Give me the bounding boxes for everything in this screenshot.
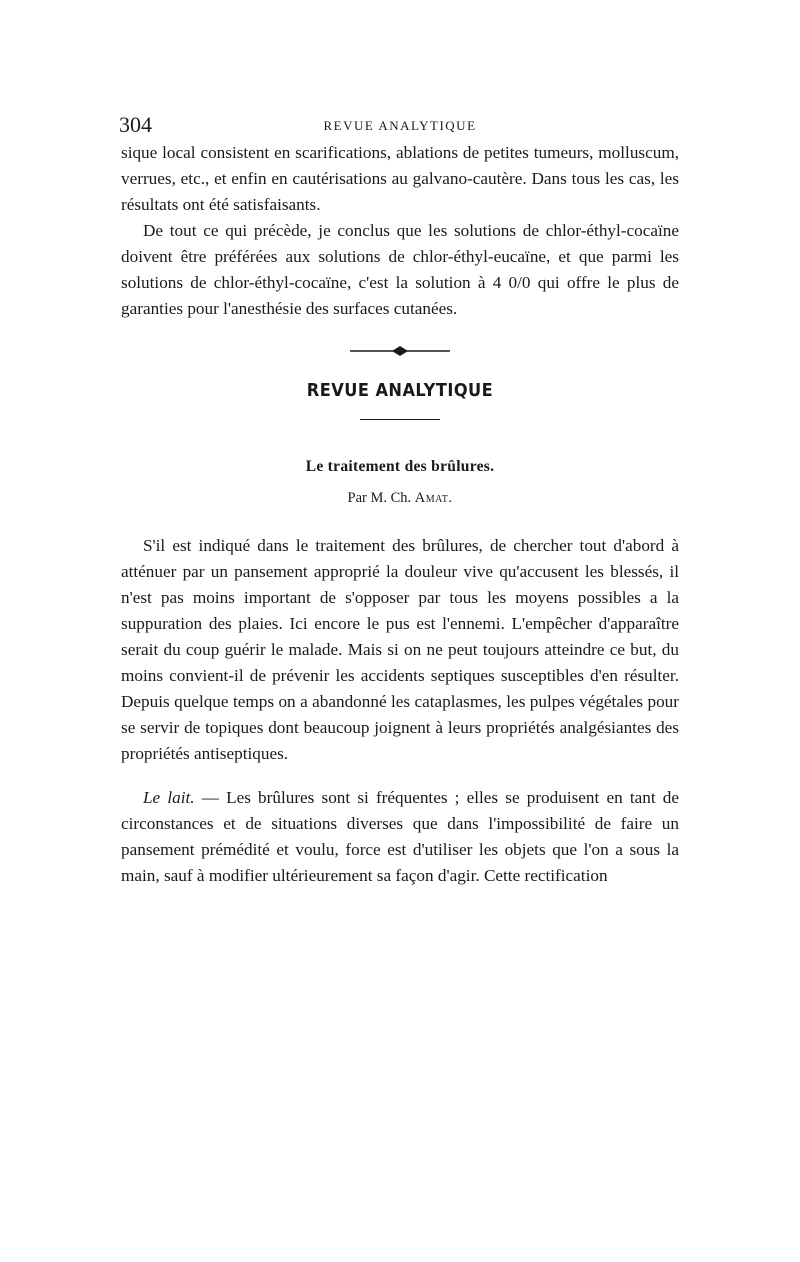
section-title: REVUE ANALYTIQUE <box>306 380 494 401</box>
paragraph-body: — Les brûlures sont si fréquentes ; elles se produisent en tant de circonstances et de situations diverses que dans l'impossibilité de faire un pansement prémédité et voulu, force est d'utiliser les objets que l'on a sous la main, sauf à modifier ultérieurement sa façon d'agir. Cette rectification <box>121 788 679 885</box>
byline-author: Amat. <box>414 490 453 506</box>
running-title: REVUE ANALYTIQUE <box>323 118 477 133</box>
preceding-paragraph-2: De tout ce qui précède, je conclus que les solutions de chlor-éthyl-cocaïne doivent être préférées aux solutions de chlor-éthyl-eucaïne, et que parmi les solutions de chlor-éthyl-cocaïne, c'est la solution à 4 0/0 qui offre le plus de garanties pour l'anesthésie des surfaces cutanées. <box>121 221 679 318</box>
section-ornament <box>340 344 460 358</box>
article-byline <box>121 490 679 507</box>
byline-prefix: Par M. Ch. <box>347 490 412 506</box>
preceding-paragraph-1: sique local consistent en scarifications, ablations de petites tumeurs, molluscum, verrues, etc., et enfin en cautérisations au galvano-cautère. Dans tous les cas, les résultats ont été satisfaisants. <box>121 143 679 214</box>
article-paragraph-1: S'il est indiqué dans le traitement des brûlures, de chercher tout d'abord à atténuer par un pansement approprié la douleur vive qu'accusent les blessés, il n'est pas moins important de s'opposer par tous les moyens possibles a la suppuration des plaies. Ici encore le pus est l'ennemi. L'empêcher d'apparaître serait du coup guérir le malade. Mais si on ne peut toujours atteindre ce but, du moins convient-il de prévenir les accidents septiques susceptibles d'en résulter. Depuis quelque temps on a abandonné les cataplasmes, les pulpes végétales pour se servir de topiques dont beaucoup joignent à leurs propriétés analgésiantes des propriétés antiseptiques. <box>121 536 679 763</box>
article-paragraph-2 <box>121 785 679 889</box>
page-number: 304 <box>119 112 152 137</box>
paragraph-lead: Le lait. <box>143 788 195 807</box>
running-head <box>121 112 679 140</box>
section-rule <box>360 419 440 420</box>
article-title: Le traitement des brûlures. <box>305 458 495 475</box>
book-page <box>121 112 679 889</box>
